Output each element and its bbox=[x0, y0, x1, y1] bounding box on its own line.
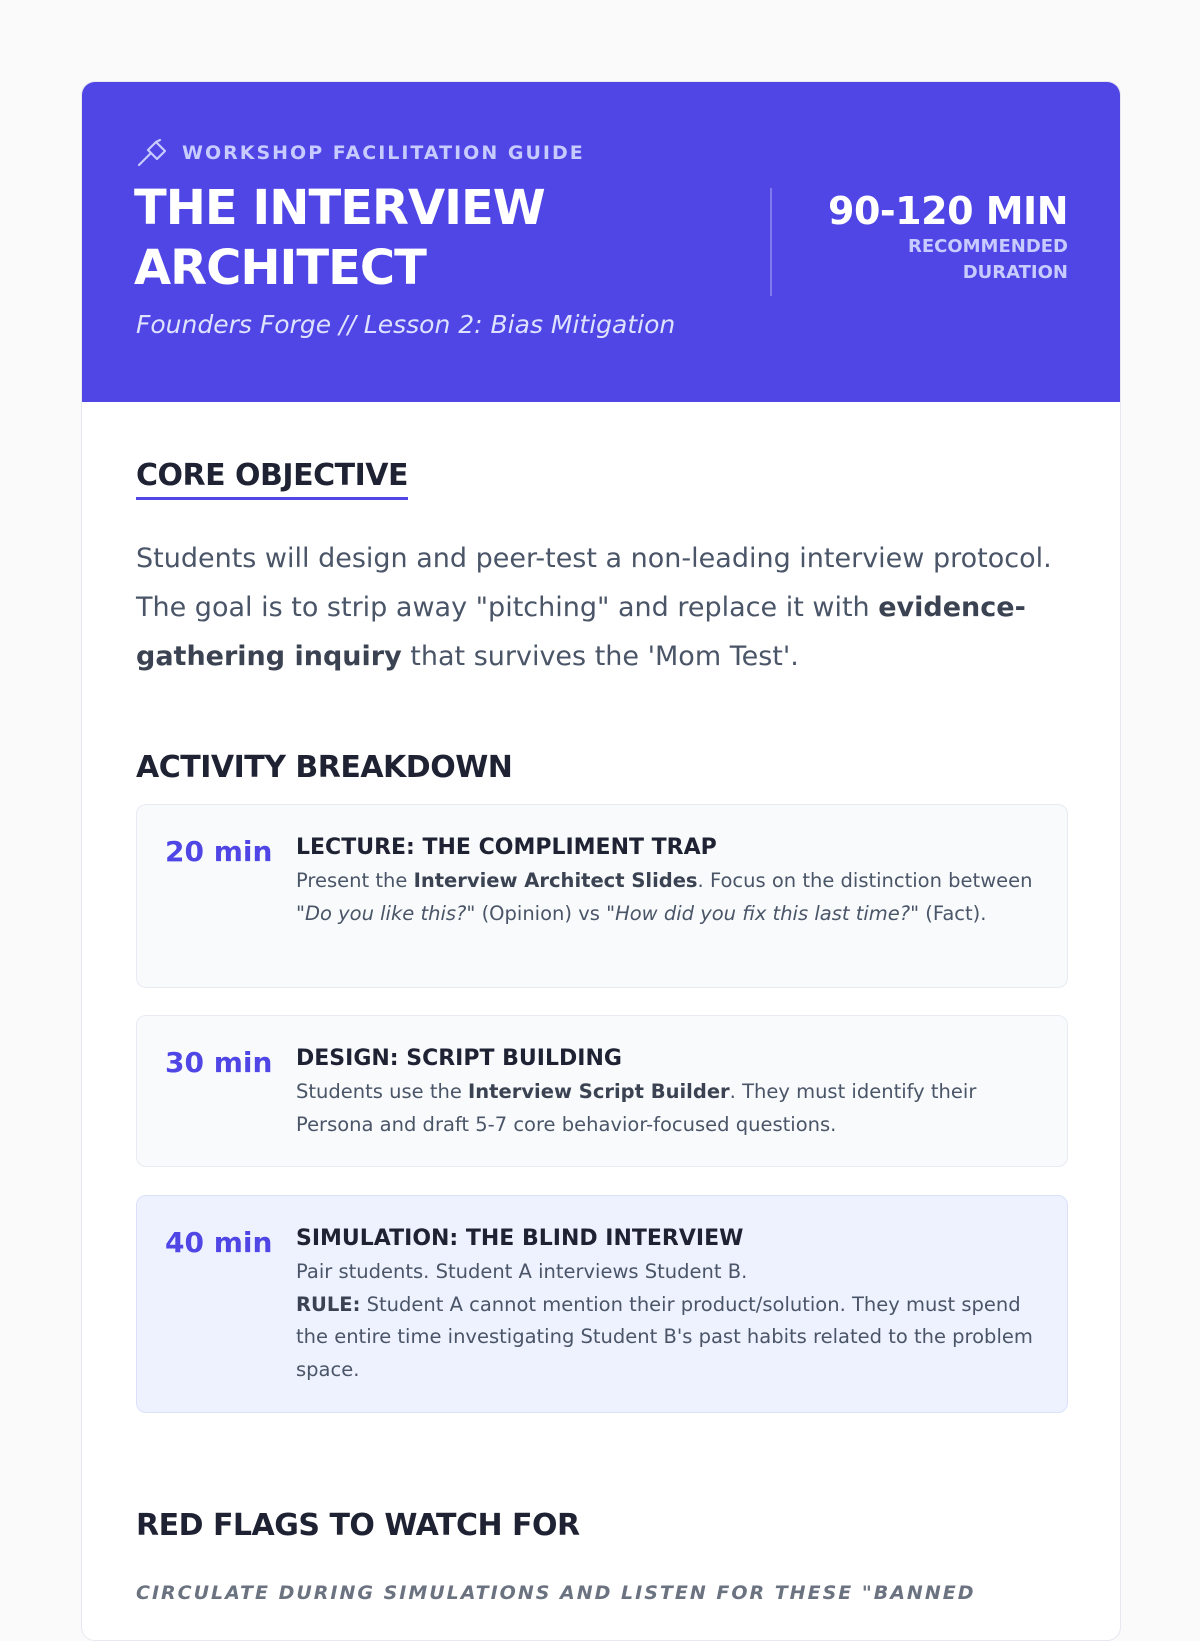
rule-label: RULE: bbox=[296, 1292, 361, 1316]
activity-title: DESIGN: SCRIPT BUILDING bbox=[296, 1046, 622, 1071]
activity-breakdown-heading: ACTIVITY BREAKDOWN bbox=[136, 750, 513, 785]
desc-italic: "Do you like this?" bbox=[296, 901, 476, 925]
activity-time: 30 min bbox=[165, 1046, 273, 1079]
desc-part: Present the bbox=[296, 869, 414, 892]
page-subtitle: Founders Forge // Lesson 2: Bias Mitigation bbox=[136, 310, 676, 339]
core-objective-text bbox=[136, 534, 1066, 681]
eyebrow bbox=[136, 138, 585, 168]
activity-body bbox=[296, 1042, 1036, 1141]
hammer-icon bbox=[136, 138, 168, 168]
activity-time: 40 min bbox=[165, 1226, 273, 1259]
activity-description-line1: Pair students. Student A interviews Student B. bbox=[296, 1260, 748, 1283]
header-divider bbox=[770, 188, 772, 296]
facilitation-guide-card bbox=[81, 81, 1121, 1641]
core-text-2: that survives the 'Mom Test'. bbox=[401, 641, 799, 672]
duration-value: 90-120 MIN bbox=[828, 189, 1068, 233]
activity-card-simulation bbox=[136, 1195, 1068, 1413]
core-text-1: Students will design and peer-test a non-leading interview protocol. The goal is to strip away "pitching" and replace it with bbox=[136, 543, 1052, 623]
desc-part: . Focus on the distinction between bbox=[697, 869, 1033, 892]
guide-header bbox=[82, 82, 1121, 402]
desc-bold: Interview Architect Slides bbox=[413, 869, 698, 892]
page-title: THE INTERVIEW ARCHITECT bbox=[134, 180, 545, 296]
activity-title: LECTURE: THE COMPLIMENT TRAP bbox=[296, 835, 717, 860]
red-flags-note: CIRCULATE DURING SIMULATIONS AND LISTEN FOR THESE "BANNED bbox=[136, 1582, 976, 1604]
desc-italic: "How did you fix this last time?" bbox=[606, 901, 920, 925]
activity-body bbox=[296, 1222, 1036, 1386]
duration-label: RECOMMENDED DURATION bbox=[907, 236, 1068, 283]
core-text-bold: evidence-gathering inquiry bbox=[136, 592, 1026, 672]
desc-part: (Fact). bbox=[919, 901, 987, 925]
desc-part: Students use the bbox=[296, 1080, 469, 1103]
activity-description bbox=[296, 865, 1036, 930]
activity-card-lecture bbox=[136, 804, 1068, 988]
rule-text: Student A cannot mention their product/solution. They must spend the entire time investigating Student B's past habits related to the problem space. bbox=[296, 1292, 1033, 1381]
activity-rule bbox=[296, 1289, 1036, 1387]
activity-time: 20 min bbox=[165, 835, 273, 868]
activity-title: SIMULATION: THE BLIND INTERVIEW bbox=[296, 1226, 744, 1251]
duration-block bbox=[828, 188, 1068, 286]
desc-part: (Opinion) vs bbox=[475, 901, 607, 925]
core-objective-heading: CORE OBJECTIVE bbox=[136, 458, 408, 500]
desc-part: . They must identify their Persona and draft 5-7 core behavior-focused questions. bbox=[296, 1080, 977, 1136]
red-flags-heading: RED FLAGS TO WATCH FOR bbox=[136, 1508, 580, 1543]
eyebrow-text: WORKSHOP FACILITATION GUIDE bbox=[182, 142, 585, 164]
activity-body bbox=[296, 831, 1036, 930]
activity-description bbox=[296, 1076, 1036, 1141]
desc-bold: Interview Script Builder bbox=[468, 1080, 730, 1103]
activity-card-design bbox=[136, 1015, 1068, 1167]
